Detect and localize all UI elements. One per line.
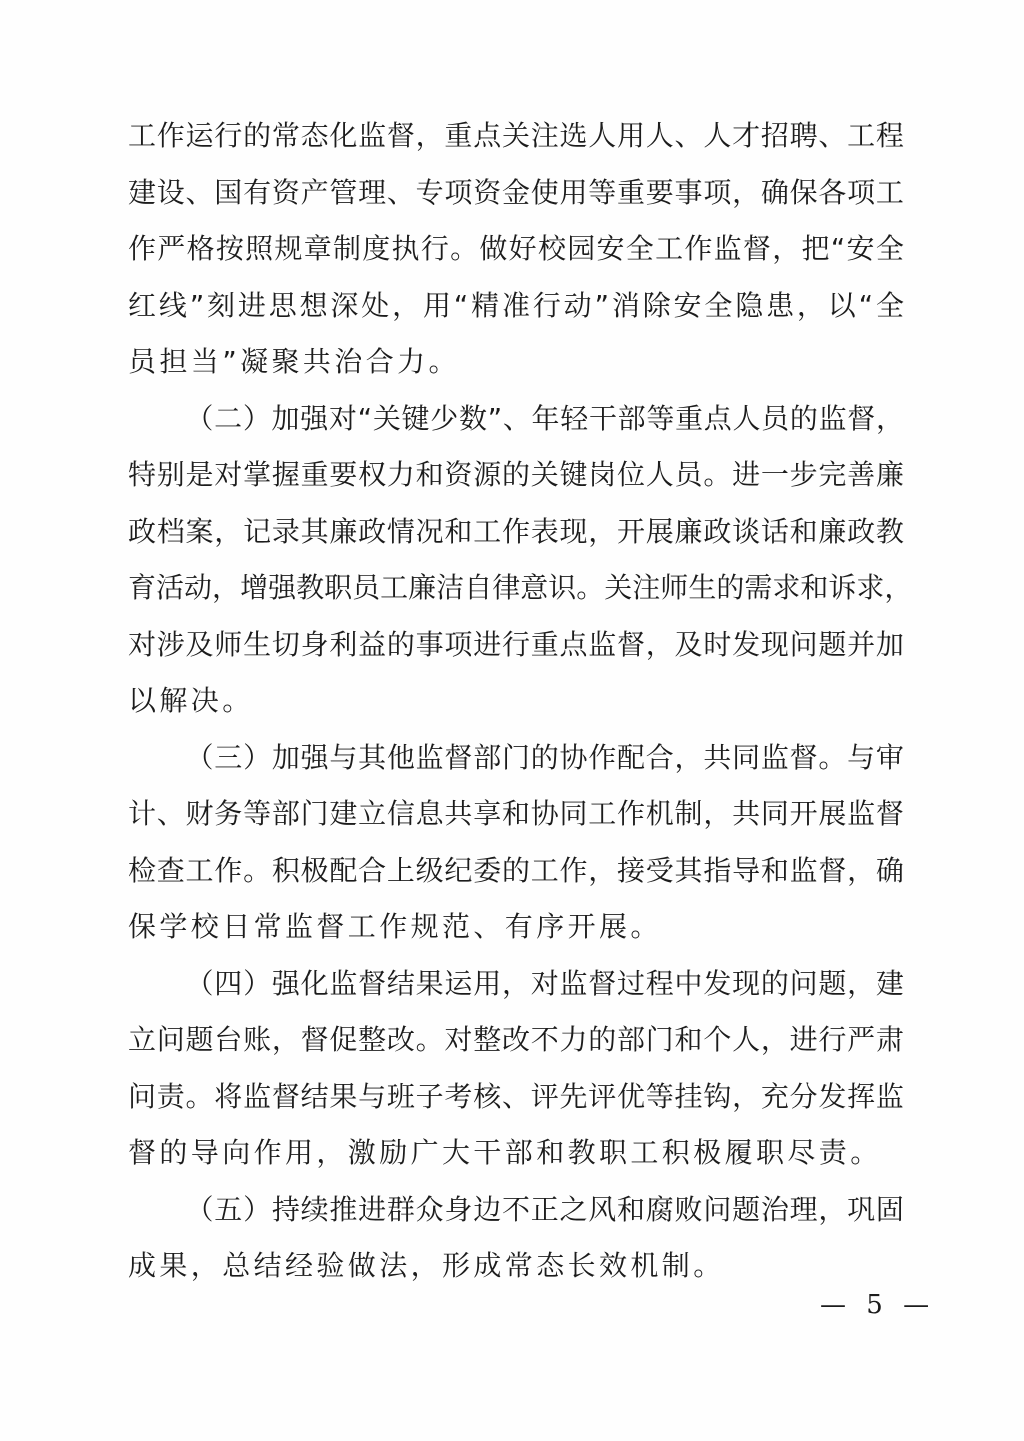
text-line: （ 四 ） 强 化 监 督 结 果 运 用 ， 对 监 督 过 程 中 发 现 的 问 题 ， 建 (185, 966, 904, 1000)
text-line: 工 作 运 行 的 常 态 化 监 督 ， 重 点 关 注 选 人 用 人 、 人 才 招 聘 、 工 程 (128, 119, 904, 152)
text-line: 保学校日常监督工作规范、有序开展。 (128, 910, 662, 943)
text-line: 育 活 动 ， 增 强 教 职 员 工 廉 洁 自 律 意 识 。 关 注 师 生 的 需 求 和 诉 求 ， (128, 571, 913, 604)
text-line: 红 线 ” 刻 进 思 想 深 处 ， 用 “ 精 准 行 动 ” 消 除 安 全 隐 患 ， 以 “ 全 (128, 288, 904, 322)
text-line: 督的导向作用，激励广大干部和教职工积极履职尽责。 (128, 1136, 882, 1169)
text-line: （ 五 ） 持 续 推 进 群 众 身 边 不 正 之 风 和 腐 败 问 题 治 理 ， 巩 固 (185, 1192, 904, 1226)
text-line: 建 设 、 国 有 资 产 管 理 、 专 项 资 金 使 用 等 重 要 事 项 ， 确 保 各 项 工 (128, 175, 904, 209)
document-body (128, 108, 913, 1295)
text-line: （ 三 ） 加 强 与 其 他 监 督 部 门 的 协 作 配 合 ， 共 同 监 督 。 与 审 (185, 740, 904, 774)
text-line: （ 二 ） 加 强 对 “ 关 键 少 数 ” 、 年 轻 干 部 等 重 点 人 员 的 监 督 ， (185, 401, 904, 435)
text-line: 以解决。 (128, 684, 254, 717)
text-line: 计 、 财 务 等 部 门 建 立 信 息 共 享 和 协 同 工 作 机 制 ， 共 同 开 展 监 督 (128, 797, 904, 830)
page-number: — 5 — (820, 1290, 936, 1320)
text-line: 作 严 格 按 照 规 章 制 度 执 行 。 做 好 校 园 安 全 工 作 监 督 ， 把 “ 安 全 (128, 232, 904, 265)
text-line: 立 问 题 台 账 ， 督 促 整 改 。 对 整 改 不 力 的 部 门 和 个 人 ， 进 行 严 肃 (128, 1023, 904, 1056)
text-line: 对 涉 及 师 生 切 身 利 益 的 事 项 进 行 重 点 监 督 ， 及 时 发 现 问 题 并 加 (128, 627, 904, 661)
text-line: 检 查 工 作 。 积 极 配 合 上 级 纪 委 的 工 作 ， 接 受 其 指 导 和 监 督 ， 确 (128, 853, 904, 887)
text-line: 政 档 案 ， 记 录 其 廉 政 情 况 和 工 作 表 现 ， 开 展 廉 政 谈 话 和 廉 政 教 (128, 514, 904, 548)
text-line: 问 责 。 将 监 督 结 果 与 班 子 考 核 、 评 先 评 优 等 挂 钩 ， 充 分 发 挥 监 (128, 1079, 904, 1113)
text-line: 员担当”凝聚共治合力。 (128, 345, 460, 378)
text-line: 特 别 是 对 掌 握 重 要 权 力 和 资 源 的 关 键 岗 位 人 员 。 进 一 步 完 善 廉 (128, 458, 904, 491)
text-line: 成果，总结经验做法，形成常态长效机制。 (128, 1249, 725, 1282)
